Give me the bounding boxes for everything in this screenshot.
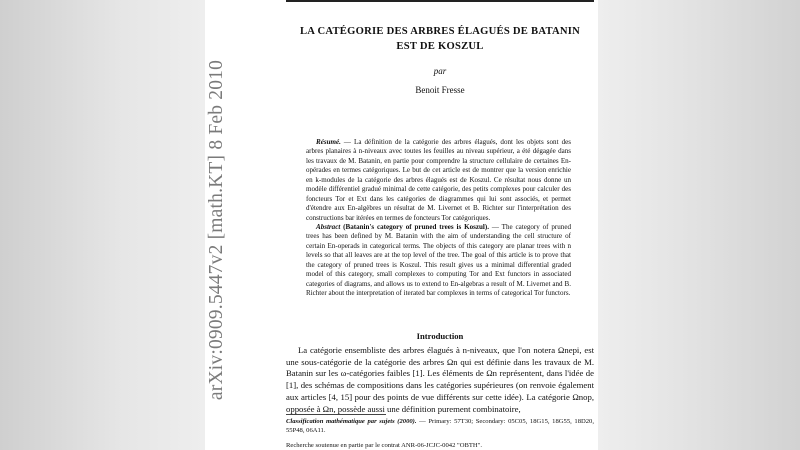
classification-lead: Classification mathématique par sujets (2000). [286, 418, 417, 425]
footnote-classification [286, 417, 594, 435]
paper-title [286, 24, 594, 54]
abstract-subtitle: (Batanin's category of pruned trees is Koszul). [343, 223, 489, 231]
title-line-2: EST DE KOSZUL [396, 41, 484, 52]
introduction-paragraph: La catégorie ensembliste des arbres élagués à n-niveaux, que l'on notera Ωnepi, est une sous-catégorie de la catégorie des arbres Ωn qui est définie dans les travaux de M. Batanin sur les ω-catégories faibles [1]. Les éléments de Ωn représentent, dans l'idée de [1], des schémas de compositions dans les catégories supérieures (on renvoie également aux articles [4, 15] pour des points de vue différents sur cette idée). La catégorie Ωnop, opposée à Ωn, possède aussi une définition purement combinatoire, [286, 345, 594, 414]
footnote-rule [286, 414, 386, 415]
title-line-1: LA CATÉGORIE DES ARBRES ÉLAGUÉS DE BATANIN [299, 26, 581, 37]
footnote-funding: Recherche soutenue en partie par le contrat ANR-06-JCJC-0042 "OBTH". [286, 442, 482, 449]
arxiv-identifier-stamp [204, 59, 231, 401]
background-right-blur [598, 0, 800, 450]
arxiv-identifier-text: arXiv:0909.5447v2 [math.KT] 8 Feb 2010 [206, 59, 228, 401]
resume-text: — La définition de la catégorie des arbres élagués, dont les objets sont des arbres planaires à n-niveaux avec toutes les feuilles au niveau supérieur, a été dégagée dans les travaux de M. Batanin, en partie pour comprendre la structure cellulaire de certaines En-opérades en termes catégoriques. Le but de cet article est de montrer que la version enrichie en k-modules de la catégorie des arbres élagués est de Koszul. Ce résultat nous donne un modèle différentiel gradué minimal de cette catégorie, des petits complexes pour calculer des foncteurs Tor et Ext dans les catégories de diagrammes qui lui sont associés, et permet d'étendre aux En-algèbres un résultat de M. Livernet et B. Richter sur l'interprétation des constructions bar itérées en termes de foncteurs Tor catégoriques. [306, 138, 571, 222]
resume-lead: Résumé. [316, 138, 341, 146]
background-left-blur [0, 0, 205, 450]
abstract-english [306, 223, 571, 299]
author-name: Benoit Fresse [415, 85, 465, 95]
section-heading-introduction: Introduction [416, 331, 464, 341]
abstract-lead: Abstract [316, 223, 341, 231]
top-rule [286, 0, 594, 2]
classification-text: — Primary: 57T30; Secondary: 05C05, 18G15, 18G55, 18D20, 55P48, 06A11. [286, 418, 594, 435]
resume-francais [306, 138, 571, 223]
par-label: par [433, 66, 447, 76]
abstract-text: — The category of pruned trees has been defined by M. Batanin with the aim of understanding the cell structure of certain En-operads in categorical terms. The objects of this category are planar trees with n levels so that all leaves are at the top level of the tree. The goal of this article is to prove that the category of pruned trees is Koszul. This result gives us a minimal differential graded model of this category, small complexes to computing Tor and Ext functors in associated categories of diagrams, and allows us to extend to En-algebras a result of M. Livernet and B. Richter about the interpretation of iterated bar complexes in terms of categorical Tor functors. [306, 223, 571, 298]
